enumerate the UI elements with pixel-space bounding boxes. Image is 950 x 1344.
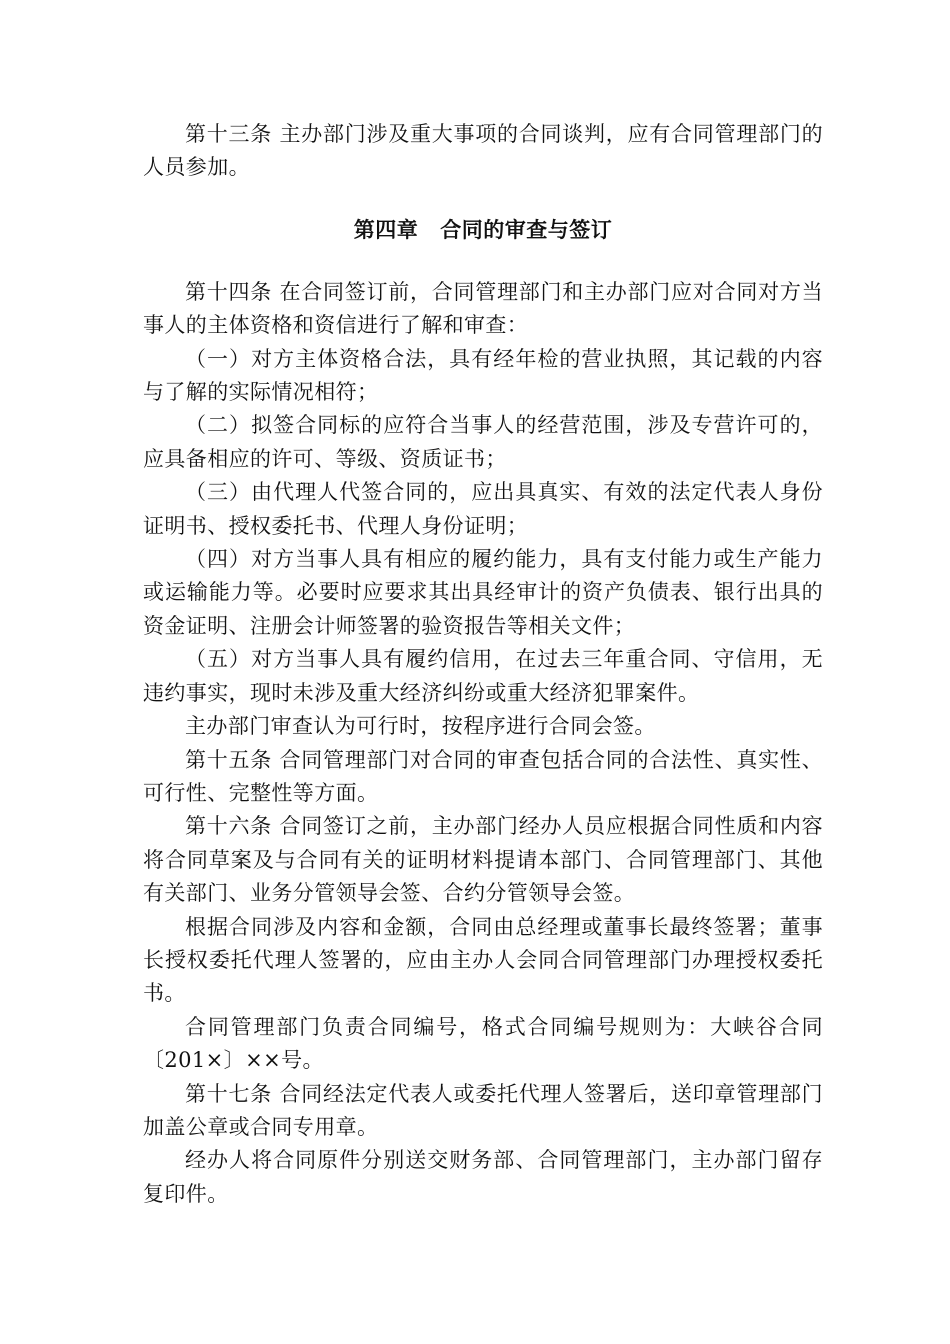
document-page: [143, 118, 823, 1211]
article-15-paragraph: 第十五条 合同管理部门对合同的审查包括合同的合法性、真实性、可行性、完整性等方面。: [143, 747, 823, 805]
article-14-paragraph: 第十四条 在合同签订前，合同管理部门和主办部门应对合同对方当事人的主体资格和资信进行了解和审查：: [143, 279, 823, 338]
chapter-title: 合同的审查与签订: [440, 217, 613, 242]
article-16-paragraph: 第十六条 合同签订之前，主办部门经办人员应根据合同性质和内容将合同草案及与合同有关的证明材料提请本部门、合同管理部门、其他有关部门、业务分管领导会签、合约分管领导会签。: [143, 814, 823, 906]
article-17-paragraph: 第十七条 合同经法定代表人或委托代理人签署后，送印章管理部门加盖公章或合同专用章。: [143, 1081, 823, 1139]
chapter-heading: [143, 213, 823, 247]
clause-5-paragraph: （五）对方当事人具有履约信用，在过去三年重合同、守信用，无违约事实，现时未涉及重大经济纠纷或重大经济犯罪案件。: [143, 647, 823, 705]
contract-numbering-paragraph: 合同管理部门负责合同编号，格式合同编号规则为：大峡谷合同〔201×〕××号。: [143, 1014, 823, 1073]
clause-1-paragraph: （一）对方主体资格合法，具有经年检的营业执照，其记载的内容与了解的实际情况相符；: [143, 346, 823, 405]
review-feasible-paragraph: 主办部门审查认为可行时，按程序进行合同会签。: [185, 714, 656, 739]
clause-4-paragraph: （四）对方当事人具有相应的履约能力，具有支付能力或生产能力或运输能力等。必要时应要求其出具经审计的资产负债表、银行出具的资金证明、注册会计师签署的验资报告等相关文件；: [143, 547, 823, 638]
original-distribution-paragraph: 经办人将合同原件分别送交财务部、合同管理部门，主办部门留存复印件。: [143, 1148, 823, 1206]
chapter-number: 第四章: [353, 217, 419, 242]
signing-authority-paragraph: 根据合同涉及内容和金额，合同由总经理或董事长最终签署；董事长授权委托代理人签署的，应由主办人会同合同管理部门办理授权委托书。: [143, 914, 823, 1006]
clause-3-paragraph: （三）由代理人代签合同的，应出具真实、有效的法定代表人身份证明书、授权委托书、代理人身份证明；: [143, 480, 823, 538]
clause-2-paragraph: （二）拟签合同标的应符合当事人的经营范围，涉及专营许可的，应具备相应的许可、等级、资质证书；: [143, 413, 823, 471]
article-13-paragraph: 第十三条 主办部门涉及重大事项的合同谈判，应有合同管理部门的人员参加。: [143, 122, 823, 180]
